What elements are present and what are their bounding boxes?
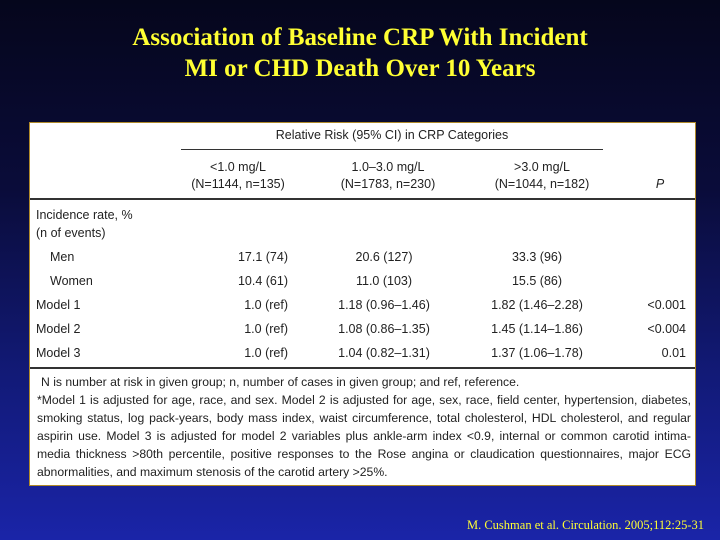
cell-high: 33.3 (96) (511, 250, 563, 264)
column-low-sub: (N=1144, n=135) (191, 177, 285, 191)
cell-low: 1.0 (ref) (244, 322, 288, 336)
bottom-table-rule (30, 367, 695, 369)
slide-title (0, 22, 720, 84)
cell-p: <0.004 (647, 322, 686, 336)
row-label: Men (50, 250, 75, 264)
cell-mid: 20.6 (127) (355, 250, 413, 264)
column-mid-label: 1.0–3.0 mg/L (351, 160, 425, 174)
row-label: Model 3 (36, 346, 81, 360)
cell-high: 1.37 (1.06–1.78) (491, 346, 583, 360)
column-low-label: <1.0 mg/L (210, 160, 266, 174)
cell-high: 1.82 (1.46–2.28) (491, 298, 583, 312)
column-mid-sub: (N=1783, n=230) (340, 177, 436, 191)
cell-low: 1.0 (ref) (244, 346, 288, 360)
header-rule (181, 149, 603, 150)
column-high-label: >3.0 mg/L (514, 160, 570, 174)
column-header-low (178, 159, 298, 193)
row-label: Model 2 (36, 322, 81, 336)
cell-mid: 1.04 (0.82–1.31) (338, 346, 430, 360)
row-label: Model 1 (36, 298, 81, 312)
row-label: Women (50, 274, 93, 288)
cell-mid: 1.18 (0.96–1.46) (338, 298, 430, 312)
cell-mid: 11.0 (103) (355, 274, 413, 288)
incidence-label: Incidence rate, % (36, 208, 133, 222)
column-header-high (482, 159, 602, 193)
column-high-sub: (N=1044, n=182) (494, 177, 590, 191)
table-panel (29, 122, 696, 486)
cell-low: 10.4 (61) (237, 274, 288, 288)
p-column-header: P (655, 177, 665, 191)
title-line-2: MI or CHD Death Over 10 Years (184, 55, 536, 82)
incidence-sublabel: (n of events) (36, 226, 106, 240)
cell-mid: 1.08 (0.86–1.35) (338, 322, 430, 336)
cell-low: 17.1 (74) (237, 250, 288, 264)
cell-high: 1.45 (1.14–1.86) (491, 322, 583, 336)
cell-p: 0.01 (661, 346, 686, 360)
footnote-definitions: N is number at risk in given group; n, number of cases in given group; and ref, reference. (41, 375, 520, 389)
citation: M. Cushman et al. Circulation. 2005;112:25-31 (466, 518, 704, 532)
column-header-mid (328, 159, 448, 193)
relative-risk-header: Relative Risk (95% CI) in CRP Categories (275, 128, 509, 142)
title-line-1: Association of Baseline CRP With Incident (132, 24, 588, 51)
cell-high: 15.5 (86) (511, 274, 563, 288)
cell-low: 1.0 (ref) (244, 298, 288, 312)
footnote-models: *Model 1 is adjusted for age, race, and sex. Model 2 is adjusted for age, sex, race, field center, hypertension, diabetes, smoking status, log pack-years, body mass index, waist circumference, total cholesterol, HDL cholesterol, and regular aspirin use. Model 3 is adjusted for model 2 variables plus ankle-arm index <0.9, internal or common carotid intima-media thickness >80th percentile, positive responses to the Rose angina or claudication questionnaires, major ECG abnormalities, and maximum stenosis of the carotid artery >25%. (37, 393, 691, 479)
cell-p: <0.001 (647, 298, 686, 312)
top-table-rule (30, 198, 695, 200)
